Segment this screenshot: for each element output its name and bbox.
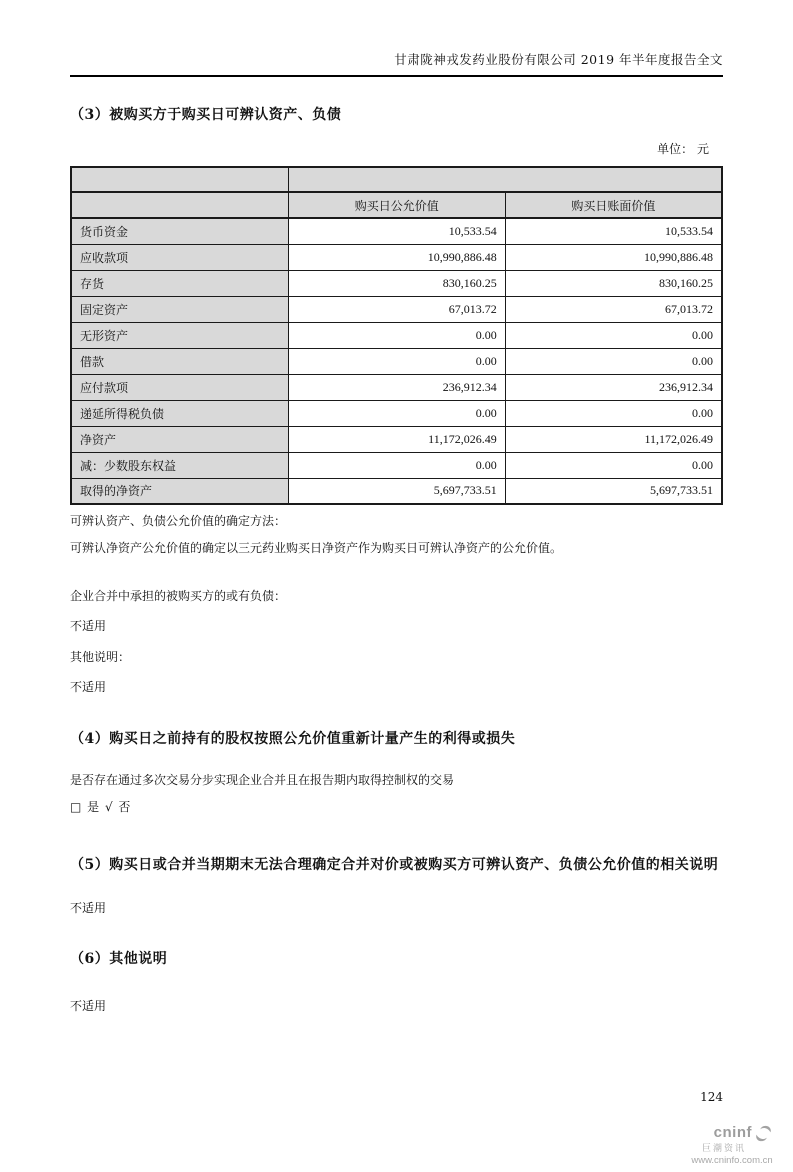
fair-value-cell: 0.00: [288, 400, 505, 426]
book-value-cell: 236,912.34: [505, 374, 722, 400]
section-5-heading: （5）购买日或合并当期期末无法合理确定合并对价或被购买方可辨认资产、负债公允价值的相关说明: [70, 857, 719, 874]
identifiable-assets-table: [70, 166, 723, 505]
table-row: [71, 400, 722, 426]
book-value-cell: 830,160.25: [505, 270, 722, 296]
section-5-value: 不适用: [70, 901, 107, 916]
cninfo-url: www.cninfo.com.cn: [691, 1154, 773, 1166]
cninfo-logo: [677, 1124, 787, 1166]
book-value-cell: 0.00: [505, 400, 722, 426]
section-6-value: 不适用: [70, 998, 107, 1013]
cninfo-swirl-icon: [754, 1124, 773, 1143]
section-4-heading: （4）购买日之前持有的股权按照公允价值重新计量产生的利得或损失: [70, 731, 516, 748]
row-label: 应付款项: [71, 374, 288, 400]
note-method-text: 可辨认净资产公允价值的确定以三元药业购买日净资产作为购买日可辨认净资产的公允价值。: [70, 541, 563, 556]
row-label: 应收款项: [71, 244, 288, 270]
contingent-liabilities-value: 不适用: [70, 619, 107, 634]
note-method-label: 可辨认资产、负债公允价值的确定方法：: [70, 514, 287, 528]
row-label: 无形资产: [71, 322, 288, 348]
row-label: 借款: [71, 348, 288, 374]
book-value-cell: 0.00: [505, 348, 722, 374]
fair-value-cell: 830,160.25: [288, 270, 505, 296]
table-row: [71, 270, 722, 296]
book-value-cell: 11,172,026.49: [505, 426, 722, 452]
blank-cell: [71, 167, 288, 192]
fair-value-cell: 0.00: [288, 322, 505, 348]
table-row: [71, 348, 722, 374]
table-header-row: [71, 192, 722, 218]
table-row: [71, 296, 722, 322]
section-6-heading: （6）其他说明: [70, 950, 168, 967]
table-row: [71, 322, 722, 348]
fair-value-cell: 5,697,733.51: [288, 478, 505, 504]
fair-value-cell: 0.00: [288, 452, 505, 478]
fair-value-cell: 11,172,026.49: [288, 426, 505, 452]
other-notes-value: 不适用: [70, 679, 107, 694]
row-label: 固定资产: [71, 296, 288, 322]
table-row: [71, 426, 722, 452]
table-row: [71, 218, 722, 244]
blank-cell: [71, 192, 288, 218]
book-value-cell: 0.00: [505, 452, 722, 478]
row-label: 递延所得税负债: [71, 400, 288, 426]
row-label: 取得的净资产: [71, 478, 288, 504]
table-row: [71, 452, 722, 478]
unit-label: 单位： 元: [657, 142, 709, 156]
staged-acquisition-question: 是否存在通过多次交易分步实现企业合并且在报告期内取得控制权的交易: [70, 773, 455, 788]
fair-value-cell: 10,990,886.48: [288, 244, 505, 270]
fair-value-cell: 67,013.72: [288, 296, 505, 322]
row-label: 减：少数股东权益: [71, 452, 288, 478]
page-number: 124: [700, 1090, 723, 1104]
book-value-cell: 10,533.54: [505, 218, 722, 244]
fair-value-cell: 236,912.34: [288, 374, 505, 400]
book-value-cell: 0.00: [505, 322, 722, 348]
column-header-fair-value: 购买日公允价值: [288, 192, 505, 218]
report-header-title: 甘肃陇神戎发药业股份有限公司 2019 年半年度报告全文: [70, 50, 723, 77]
other-notes-label: 其他说明：: [70, 649, 131, 664]
section-3-heading: （3）被购买方于购买日可辨认资产、负债: [70, 107, 342, 123]
fair-value-cell: 0.00: [288, 348, 505, 374]
book-value-cell: 10,990,886.48: [505, 244, 722, 270]
table-row: [71, 374, 722, 400]
row-label: 净资产: [71, 426, 288, 452]
book-value-cell: 5,697,733.51: [505, 478, 722, 504]
book-value-cell: 67,013.72: [505, 296, 722, 322]
cninfo-chinese-name: 巨潮资讯: [701, 1143, 746, 1153]
row-label: 货币资金: [71, 218, 288, 244]
yes-no-checkbox-line: □ 是 √ 否: [70, 799, 132, 814]
column-header-book-value: 购买日账面价值: [505, 192, 722, 218]
row-label: 存货: [71, 270, 288, 296]
contingent-liabilities-label: 企业合并中承担的被购买方的或有负债：: [70, 588, 287, 603]
fair-value-cell: 10,533.54: [288, 218, 505, 244]
table-row: [71, 244, 722, 270]
blank-merged-cell: [288, 167, 722, 192]
table-header-row-blank: [71, 167, 722, 192]
table-row: [71, 478, 722, 504]
cninfo-brand-text: cninf: [713, 1124, 752, 1142]
